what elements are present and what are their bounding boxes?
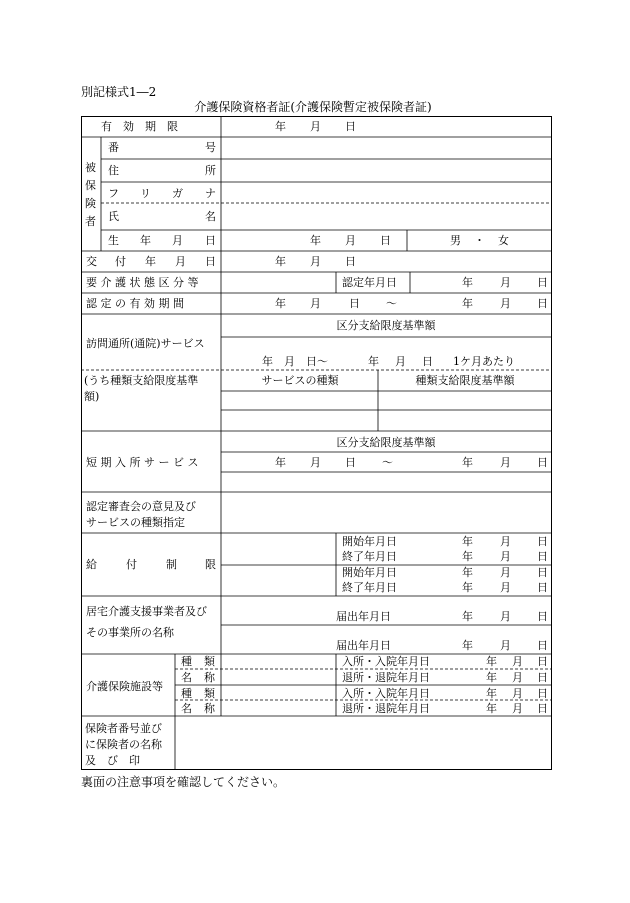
validity-day: 日 bbox=[345, 120, 356, 133]
birthdate-label-4: 日 bbox=[205, 234, 216, 247]
issue-label-5: 日 bbox=[205, 255, 216, 268]
number-label-1: 番 bbox=[108, 141, 119, 154]
issue-day: 日 bbox=[345, 255, 356, 268]
restr2-start-month: 月 bbox=[500, 566, 511, 579]
restr2-end-year: 年 bbox=[462, 581, 473, 594]
kind-limit-label-1: (うち種類支給限度基準 bbox=[84, 374, 199, 387]
ss-end-day: 日 bbox=[537, 456, 548, 469]
cm2-day: 日 bbox=[537, 639, 548, 652]
birthdate-label-2: 年 bbox=[140, 234, 151, 247]
cert-day: 日 bbox=[537, 276, 548, 289]
fac1-dis-day: 日 bbox=[537, 671, 548, 684]
restr1-start-label: 開始年月日 bbox=[342, 535, 397, 548]
restriction-label-3: 制 bbox=[166, 558, 177, 571]
restr1-start-year: 年 bbox=[462, 535, 473, 548]
cv-tilde: ～ bbox=[386, 297, 397, 310]
visit-end-year: 年 bbox=[368, 355, 379, 368]
care-manager-label-2: その事業所の名称 bbox=[86, 626, 174, 639]
birth-year: 年 bbox=[310, 234, 321, 247]
cm2-month: 月 bbox=[500, 639, 511, 652]
insurer-label-1: 保険者番号並び bbox=[85, 722, 162, 735]
restr2-start-label: 開始年月日 bbox=[342, 566, 397, 579]
ss-start-year: 年 bbox=[275, 456, 286, 469]
care-level-label: 要 介 護 状 態 区 分 等 bbox=[86, 276, 199, 289]
kind-limit-amount-header: 種類支給限度基準額 bbox=[415, 374, 515, 387]
restr2-end-day: 日 bbox=[537, 581, 548, 594]
fac2-dis-month: 月 bbox=[512, 702, 523, 715]
furigana-label-2: リ bbox=[140, 187, 151, 200]
address-label-2: 所 bbox=[205, 164, 216, 177]
name-label-2: 名 bbox=[205, 210, 216, 223]
fac2-kind-1: 種 bbox=[181, 687, 192, 700]
insured-label-4: 者 bbox=[85, 215, 96, 228]
birthdate-label-1: 生 bbox=[108, 234, 119, 247]
cv-end-day: 日 bbox=[537, 297, 548, 310]
cv-end-year: 年 bbox=[462, 297, 473, 310]
fac1-name-1: 名 bbox=[181, 671, 192, 684]
cm1-notif-label: 届出年月日 bbox=[336, 610, 391, 623]
fac1-kind-2: 類 bbox=[204, 655, 215, 668]
gender-sep: ・ bbox=[474, 234, 485, 247]
fac2-admission-label: 入所・入院年月日 bbox=[342, 687, 430, 700]
kind-limit-label-2: 額) bbox=[84, 390, 100, 403]
ss-end-month: 月 bbox=[500, 456, 511, 469]
cv-start-day: 日 bbox=[349, 297, 360, 310]
visit-service-label: 訪問通所(通院)サービス bbox=[86, 337, 205, 350]
fac1-dis-month: 月 bbox=[512, 671, 523, 684]
fac1-discharge-label: 退所・退院年月日 bbox=[342, 671, 430, 684]
number-label-2: 号 bbox=[205, 141, 216, 154]
fac2-adm-year: 年 bbox=[486, 687, 497, 700]
restr2-end-label: 終了年月日 bbox=[342, 581, 397, 594]
form-border bbox=[82, 117, 552, 770]
birthdate-label-3: 月 bbox=[172, 234, 183, 247]
furigana-label-1: フ bbox=[108, 187, 119, 200]
fac1-dis-year: 年 bbox=[486, 671, 497, 684]
visit-limit-amount: 区分支給限度基準額 bbox=[336, 319, 436, 332]
validity-year: 年 bbox=[275, 120, 286, 133]
name-label-1: 氏 bbox=[108, 210, 119, 223]
issue-label-4: 月 bbox=[175, 255, 186, 268]
visit-end-month: 月 bbox=[395, 355, 406, 368]
fac2-adm-day: 日 bbox=[537, 687, 548, 700]
restr2-end-month: 月 bbox=[500, 581, 511, 594]
fac1-adm-year: 年 bbox=[486, 655, 497, 668]
fac2-discharge-label: 退所・退院年月日 bbox=[342, 702, 430, 715]
restr1-end-label: 終了年月日 bbox=[342, 550, 397, 563]
issue-label-1: 交 bbox=[86, 255, 97, 268]
restr2-start-year: 年 bbox=[462, 566, 473, 579]
fac1-admission-label: 入所・入院年月日 bbox=[342, 655, 430, 668]
restr2-start-day: 日 bbox=[537, 566, 548, 579]
cert-validity-label: 認 定 の 有 効 期 間 bbox=[86, 297, 184, 310]
issue-month: 月 bbox=[310, 255, 321, 268]
furigana-label-3: ガ bbox=[172, 187, 183, 200]
restriction-label-2: 付 bbox=[126, 558, 137, 571]
short-limit-amount: 区分支給限度基準額 bbox=[336, 436, 436, 449]
furigana-label-4: ナ bbox=[205, 187, 216, 200]
cv-end-month: 月 bbox=[500, 297, 511, 310]
per-month: 1ケ月あたり bbox=[453, 355, 515, 368]
fac1-adm-day: 日 bbox=[537, 655, 548, 668]
form-title: 介護保険資格者証(介護保険暫定被保険者証) bbox=[194, 100, 432, 114]
fac1-name-2: 称 bbox=[204, 671, 215, 684]
issue-year: 年 bbox=[275, 255, 286, 268]
fac2-dis-year: 年 bbox=[486, 702, 497, 715]
cert-date-label: 認定年月日 bbox=[342, 276, 397, 289]
fac2-name-2: 称 bbox=[204, 702, 215, 715]
short-stay-label: 短 期 入 所 サ ー ビ ス bbox=[86, 456, 199, 469]
fac2-dis-day: 日 bbox=[537, 702, 548, 715]
fac1-kind-1: 種 bbox=[181, 655, 192, 668]
restr1-end-day: 日 bbox=[537, 550, 548, 563]
ss-start-month: 月 bbox=[310, 456, 321, 469]
care-manager-label-1: 居宅介護支援事業者及び bbox=[86, 605, 207, 618]
service-type-header: サービスの種類 bbox=[261, 374, 339, 387]
cm2-year: 年 bbox=[462, 639, 473, 652]
fac1-adm-month: 月 bbox=[512, 655, 523, 668]
fac2-adm-month: 月 bbox=[512, 687, 523, 700]
insurer-label-2: に保険者の名称 bbox=[85, 738, 162, 751]
restr1-end-month: 月 bbox=[500, 550, 511, 563]
address-label-1: 住 bbox=[108, 164, 119, 177]
cm1-day: 日 bbox=[537, 610, 548, 623]
birth-day: 日 bbox=[380, 234, 391, 247]
restr1-start-day: 日 bbox=[537, 535, 548, 548]
insured-label-3: 険 bbox=[85, 197, 96, 210]
ss-end-year: 年 bbox=[462, 456, 473, 469]
insured-label-1: 被 bbox=[85, 161, 96, 174]
cm1-month: 月 bbox=[500, 610, 511, 623]
ss-start-day: 日 bbox=[345, 456, 356, 469]
footer-note: 裏面の注意事項を確認してください。 bbox=[81, 775, 286, 789]
cv-start-month: 月 bbox=[310, 297, 321, 310]
validity-period-label: 有 効 期 限 bbox=[101, 120, 178, 133]
issue-label-3: 年 bbox=[145, 255, 156, 268]
restriction-label-4: 限 bbox=[205, 558, 216, 571]
cm2-notif-label: 届出年月日 bbox=[336, 639, 391, 652]
birth-month: 月 bbox=[345, 234, 356, 247]
cert-month: 月 bbox=[500, 276, 511, 289]
insured-label-2: 保 bbox=[85, 179, 96, 192]
council-label-1: 認定審査会の意見及び bbox=[86, 500, 196, 513]
issue-label-2: 付 bbox=[115, 255, 126, 268]
facility-label: 介護保険施設等 bbox=[86, 680, 163, 693]
restr1-end-year: 年 bbox=[462, 550, 473, 563]
cert-year: 年 bbox=[462, 276, 473, 289]
ss-tilde: ～ bbox=[382, 456, 393, 469]
insurer-label-3: 及 び 印 bbox=[85, 754, 140, 767]
fac2-name-1: 名 bbox=[181, 702, 192, 715]
cv-start-year: 年 bbox=[275, 297, 286, 310]
visit-end-day: 日 bbox=[422, 355, 433, 368]
visit-start-date: 年 月 日～ bbox=[262, 355, 328, 368]
cm1-year: 年 bbox=[462, 610, 473, 623]
gender-female: 女 bbox=[498, 234, 509, 247]
form-number: 別記様式1―2 bbox=[81, 85, 157, 99]
council-label-2: サービスの種類指定 bbox=[86, 516, 185, 529]
gender-male: 男 bbox=[450, 234, 461, 247]
fac2-kind-2: 類 bbox=[204, 687, 215, 700]
validity-month: 月 bbox=[310, 120, 321, 133]
restriction-label-1: 給 bbox=[86, 558, 97, 571]
restr1-start-month: 月 bbox=[500, 535, 511, 548]
